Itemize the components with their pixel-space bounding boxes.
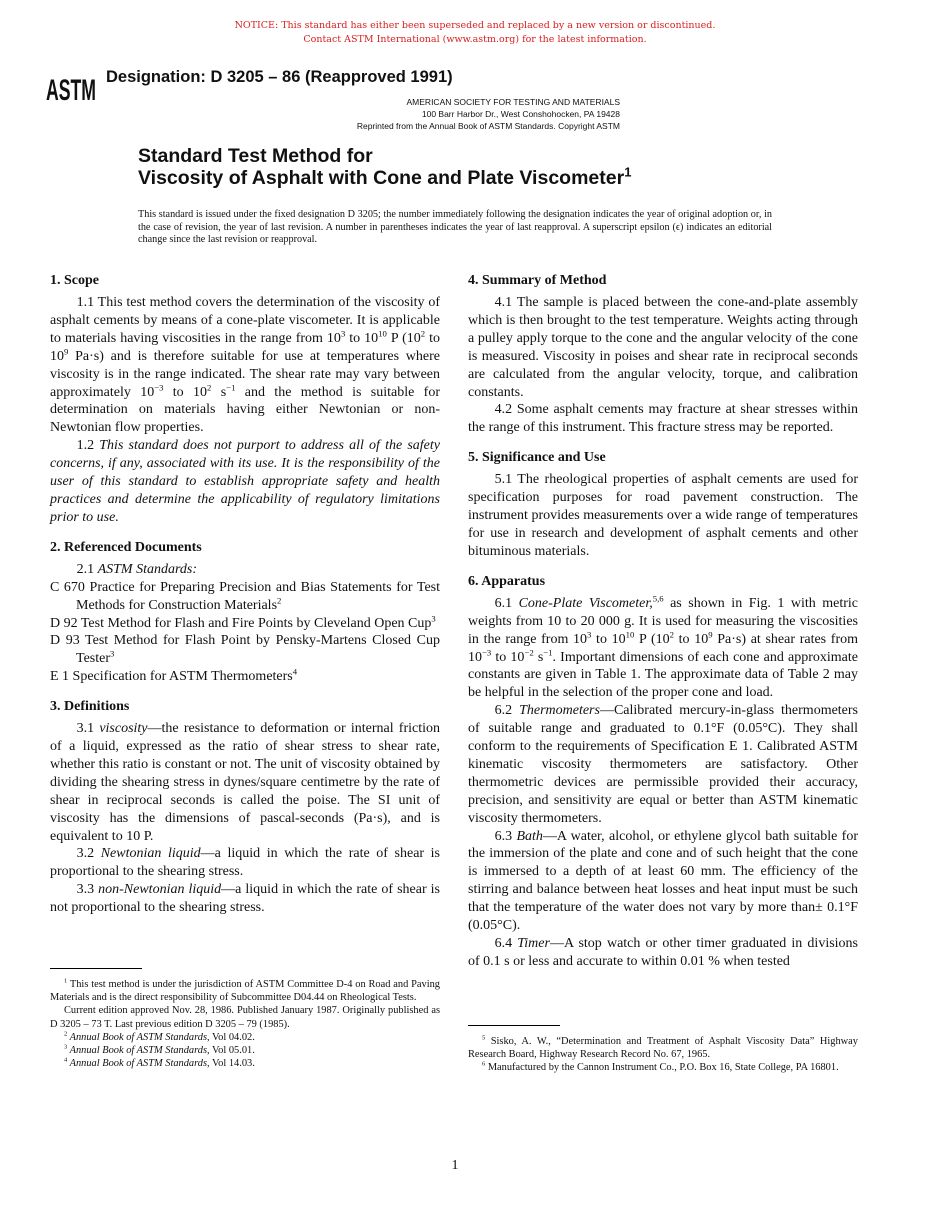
para-4-1: 4.1 The sample is placed between the cone-and-plate assembly which is then brought to the test temperature. Weights acting through a pulley apply torque to the cone and the angular velocity of the cone is measured. Viscosity in poises and shear rate in reciprocal seconds are calculated from the angular velocity, torque, and calibration constants. <box>468 295 858 400</box>
para-1-1: 1.1 This test method covers the determination of the viscosity of asphalt cements by means of a cone-plate viscometer. It is applicable to materials having viscosities in the range from $10^3$ to $10^{10}$ P ($10^2$ to $10^9$ Pa·s) and is therefore suitable for use at temperatures where viscosity is in the range indicated. The shear rate may vary between approximately $10^{-3}$ to $10^2$ $s^{-1}$ and the method is suitable for determination on materials having either Newtonian or non-Newtonian flow properties. <box>50 295 441 436</box>
footnote-rule-left <box>50 968 142 969</box>
para-3-1: 3.1 viscosity—the resistance to deformation or internal friction of a liquid, expressed as the ratio of shear stress to shear rate, whether this ratio is constant or not. The unit of viscosity obtained by dividing the shearing stress in dynes/square centimetre by the rate of shear in reciprocal seconds is called the poise. The SI unit of viscosity has the dimensions of pascal-seconds (Pa·s), and is equivalent to 10 P. <box>50 721 440 844</box>
footnote-3: $^3$ Annual Book of ASTM Standards, Vol 05.01. <box>64 1043 255 1057</box>
footnote-2: $^2$ Annual Book of ASTM Standards, Vol 04.02. <box>64 1030 255 1043</box>
section-6-heading: 6. Apparatus <box>468 573 546 589</box>
footnote-6: $^6$ Manufactured by the Cannon Instrument Co., P.O. Box 16, State College, PA 16801. <box>482 1060 839 1074</box>
designation: Designation: D 3205 – 86 (Reapproved 1991) <box>106 68 453 86</box>
ref-e1: E 1 Specification for ASTM Thermometers$^4$ <box>50 666 298 685</box>
standard-intro: This standard is issued under the fixed designation D 3205; the number immediately following the designation indicates the year of original adoption or, in the case of revision, the year of last revision. A number in parentheses indicates the year of last reapproval. A superscript epsilon (ϵ) indicates an editorial change since the last revision or reapproval. <box>138 209 772 245</box>
para-6-3: 6.3 Bath—A water, alcohol, or ethylene glycol bath suitable for the immersion of the plate and cone and of such height that the cone is immersed to a depth of at least 60 mm. The efficiency of the stirring and balance between heat losses and heat input must be such that the temperature of the water does not vary by more than± 0.1°F (0.05°C). <box>468 828 859 934</box>
para-6-2: 6.2 Thermometers—Calibrated mercury-in-glass thermometers of suitable range and graduated to 0.1°F (0.05°C). They shall conform to the requirements of Specification E 1. Calibrated ASTM kinematic viscosity thermometers are satisfactory. Other thermometric devices are permissible provided their accuracy, precision, and sensitivity are equal or better than ASTM kinematic viscosity thermometers. <box>468 703 859 826</box>
section-2-heading: 2. Referenced Documents <box>50 539 202 555</box>
publisher-line-1: AMERICAN SOCIETY FOR TESTING AND MATERIALS <box>406 97 620 107</box>
notice-line-2: Contact ASTM International (www.astm.org) for the latest information. <box>303 34 647 45</box>
footnotes-left <box>50 978 440 1070</box>
ref-c670: C 670 Practice for Preparing Precision and Bias Statements for Test Methods for Construction Materials$^2$ <box>50 579 440 613</box>
ref-d92: D 92 Test Method for Flash and Fire Points by Cleveland Open Cup$^3$ <box>50 612 436 631</box>
astm-logo-text: ASTM <box>46 74 96 107</box>
section-5-heading: 5. Significance and Use <box>468 450 606 466</box>
para-3-2: 3.2 Newtonian liquid—a liquid in which the rate of shear is proportional to the shearing stress. <box>50 846 441 880</box>
left-column <box>50 272 440 917</box>
footnote-1: $^1$ This test method is under the jurisdiction of ASTM Committee D-4 on Road and Paving Materials and is the direct responsibility of Subcommittee D04.44 on Rheological Tests. <box>50 977 440 1004</box>
footnote-1b: Current edition approved Nov. 28, 1986. Published January 1987. Originally published as D 3205 – 73 T. Last previous edition D 3205 – 79 (1985). <box>50 1005 440 1030</box>
para-2-1: 2.1 ASTM Standards: <box>76 561 198 577</box>
para-6-1: 6.1 Cone-Plate Viscometer,$^{5,6}$ as shown in Fig. 1 with metric weights from 10 to 20 000 g. It is used for measuring the viscosities in the range from $10^3$ to $10^{10}$ P ($10^2$ to $10^9$ Pa·s) at shear rates from $10^{-3}$ to $10^{-2}$ $s^{-1}$. Important dimensions of each cone and approximate constants are given in Table 1. The approximate data of Table 2 may be helpful in the selection of the proper cone and load. <box>468 593 859 701</box>
para-6-4: 6.4 Timer—A stop watch or other timer graduated in divisions of 0.1 s or less and accurate to within 0.01 % when tested <box>468 936 858 969</box>
footnote-5: $^5$ Sisko, A. W., “Determination and Treatment of Asphalt Viscosity Data” Highway Research Board, Highway Research Record No. 67, 1965. <box>468 1034 858 1061</box>
footnote-4: $^4$ Annual Book of ASTM Standards, Vol 14.03. <box>64 1056 255 1070</box>
title-footnote-mark: 1 <box>624 164 632 180</box>
title-line-1: Standard Test Method for <box>138 145 373 167</box>
section-1-heading: 1. Scope <box>50 273 99 288</box>
ref-d93: D 93 Test Method for Flash Point by Pensky-Martens Closed Cup Tester$^3$ <box>50 633 440 667</box>
astm-logo-icon <box>45 64 97 108</box>
title-line-2 <box>138 164 632 189</box>
title-main: Viscosity of Asphalt with Cone and Plate Viscometer <box>138 167 625 189</box>
publisher-line-2: 100 Barr Harbor Dr., West Conshohocken, PA 19428 <box>421 109 620 119</box>
para-1-2: 1.2 This standard does not purport to address all of the safety concerns, if any, associated with its use. It is the responsibility of the user of this standard to establish appropriate safety and health practices and determine the applicability of regulatory limitations prior to use. <box>50 438 440 525</box>
right-column <box>468 272 858 971</box>
footnotes-right <box>468 1035 858 1075</box>
para-5-1: 5.1 The rheological properties of asphalt cements are used for specification purposes for road pavement construction. The instrument provides measurements over a wide range of temperatures for use in research and development of asphalt cements and other bituminous materials. <box>468 472 858 559</box>
section-3-heading: 3. Definitions <box>50 699 130 715</box>
section-4-heading: 4. Summary of Method <box>468 273 607 288</box>
page-number: 1 <box>451 1158 459 1173</box>
footnote-rule-right <box>468 1025 560 1026</box>
notice-line-1: NOTICE: This standard has either been superseded and replaced by a new version or discontinued. <box>234 20 716 31</box>
para-3-3: 3.3 non-Newtonian liquid—a liquid in which the rate of shear is not proportional to the shearing stress. <box>50 882 441 916</box>
publisher-line-3: Reprinted from the Annual Book of ASTM Standards. Copyright ASTM <box>356 121 620 131</box>
para-4-2: 4.2 Some asphalt cements may fracture at shear stresses within the range of this instrument. This fracture stress may be reported. <box>468 402 858 436</box>
